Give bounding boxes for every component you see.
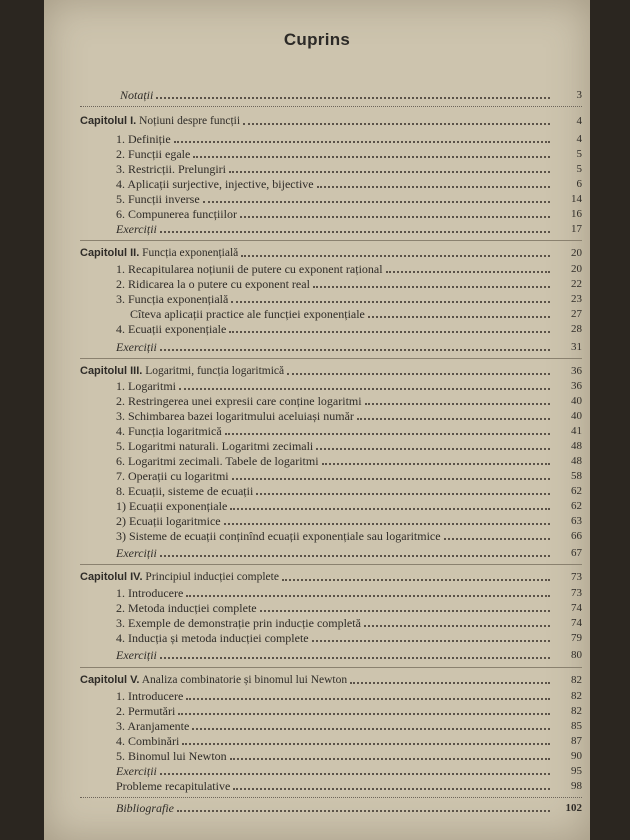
toc-item[interactable]: 3. Funcția exponențială 23 <box>116 292 582 306</box>
toc-item[interactable]: Cîteva aplicații practice ale funcției exponențiale 27 <box>130 307 582 321</box>
divider <box>80 358 582 359</box>
toc-exercitii[interactable]: Exerciții 95 <box>116 764 582 778</box>
toc-exercitii[interactable]: Exerciții 80 <box>116 648 582 662</box>
toc-item[interactable]: 4. Ecuații exponențiale 28 <box>116 322 582 336</box>
toc-item[interactable]: 1. Introducere 73 <box>116 586 582 600</box>
toc-exercitii[interactable]: Exerciții 17 <box>116 222 582 236</box>
toc-item[interactable]: 2) Ecuații logaritmice 63 <box>116 514 582 528</box>
chapter-title: Noțiuni despre funcții <box>139 115 241 127</box>
toc-entry-label: Notații <box>120 88 154 102</box>
page-title: Cuprins <box>283 30 351 49</box>
toc-exercitii[interactable]: Exerciții 31 <box>116 340 582 354</box>
toc-item[interactable]: 2. Funcții egale 5 <box>116 147 582 161</box>
toc-item[interactable]: 1) Ecuații exponențiale 62 <box>116 499 582 513</box>
toc-item[interactable]: 5. Funcții inverse 14 <box>116 192 582 206</box>
toc-item[interactable]: 2. Restringerea unei expresii care conține logaritmi 40 <box>116 394 582 408</box>
toc-item[interactable]: 1. Introducere 82 <box>116 689 582 703</box>
divider <box>80 797 582 798</box>
toc-item[interactable]: 2. Metoda inducției complete 74 <box>116 601 582 615</box>
toc-item[interactable]: 3. Schimbarea bazei logaritmului aceluiași număr 40 <box>116 409 582 423</box>
toc-probleme[interactable]: Probleme recapitulative 98 <box>116 779 582 793</box>
chapter-title: Principiul inducției complete <box>145 571 279 583</box>
toc-item[interactable]: 2. Ridicarea la o putere cu exponent real 22 <box>116 277 582 291</box>
toc-item[interactable]: 1. Recapitularea noțiunii de putere cu exponent rațional 20 <box>116 262 582 276</box>
leader-dots <box>156 94 550 99</box>
toc-exercitii[interactable]: Exerciții 67 <box>116 546 582 560</box>
chapter-title: Analiza combinatorie și binomul lui Newton <box>141 674 348 686</box>
toc-item[interactable]: 3. Restricții. Prelungiri 5 <box>116 162 582 176</box>
toc-item[interactable]: 6. Logaritmi zecimali. Tabele de logaritmi 48 <box>116 454 582 468</box>
divider <box>80 564 582 565</box>
toc-chapter-3[interactable]: Capitolul III. Logaritmi, funcția logaritmică 36 <box>80 365 582 377</box>
chapter-title: Funcția exponențială <box>142 247 239 259</box>
chapter-label: Capitolul V. <box>80 674 140 686</box>
toc-item[interactable]: 1. Logaritmi 36 <box>116 379 582 393</box>
toc-chapter-1[interactable] <box>80 114 582 128</box>
leader-dots <box>243 120 550 125</box>
toc-item[interactable]: 3. Aranjamente 85 <box>116 719 582 733</box>
chapter-label: Capitolul II. <box>80 247 140 259</box>
chapter-label: Capitolul I. <box>80 115 137 127</box>
chapter-label: Capitolul III. <box>80 365 143 377</box>
toc-item[interactable]: 3) Sisteme de ecuații conținînd ecuații exponențiale sau logaritmice 66 <box>116 529 582 543</box>
divider <box>80 106 582 107</box>
toc-item[interactable]: 4. Inducția și metoda inducției complete 79 <box>116 631 582 645</box>
divider <box>80 667 582 668</box>
toc-notatii[interactable] <box>120 88 582 102</box>
chapter-label: Capitolul IV. <box>80 571 143 583</box>
toc-page-number: 4 <box>576 115 582 127</box>
toc-item[interactable]: 4. Combinări 87 <box>116 734 582 748</box>
toc-item[interactable]: 4. Aplicații surjective, injective, bijective 6 <box>116 177 582 191</box>
toc-item[interactable]: 3. Exemple de demonstrație prin inducție completă 74 <box>116 616 582 630</box>
toc-item[interactable]: 6. Compunerea funcțiilor 16 <box>116 207 582 221</box>
toc-page-number: 3 <box>576 89 582 101</box>
toc-item[interactable]: 5. Logaritmi naturali. Logaritmi zecimali 48 <box>116 439 582 453</box>
toc-item[interactable]: 7. Operații cu logaritmi 58 <box>116 469 582 483</box>
toc-item[interactable]: 2. Permutări 82 <box>116 704 582 718</box>
toc-item[interactable]: 5. Binomul lui Newton 90 <box>116 749 582 763</box>
divider <box>80 240 582 241</box>
toc-chapter-4[interactable]: Capitolul IV. Principiul inducției complete 73 <box>80 571 582 583</box>
chapter-title: Logaritmi, funcția logaritmică <box>145 365 285 377</box>
toc-chapter-5[interactable]: Capitolul V. Analiza combinatorie și binomul lui Newton 82 <box>80 674 582 686</box>
toc-chapter-2[interactable]: Capitolul II. Funcția exponențială 20 <box>80 247 582 259</box>
toc-item[interactable]: 8. Ecuații, sisteme de ecuații 62 <box>116 484 582 498</box>
toc-item[interactable]: 1. Definiție 4 <box>116 132 582 146</box>
toc-bibliografie[interactable]: Bibliografie 102 <box>116 801 582 815</box>
toc-item[interactable]: 4. Funcția logaritmică 41 <box>116 424 582 438</box>
table-of-contents <box>80 0 582 840</box>
